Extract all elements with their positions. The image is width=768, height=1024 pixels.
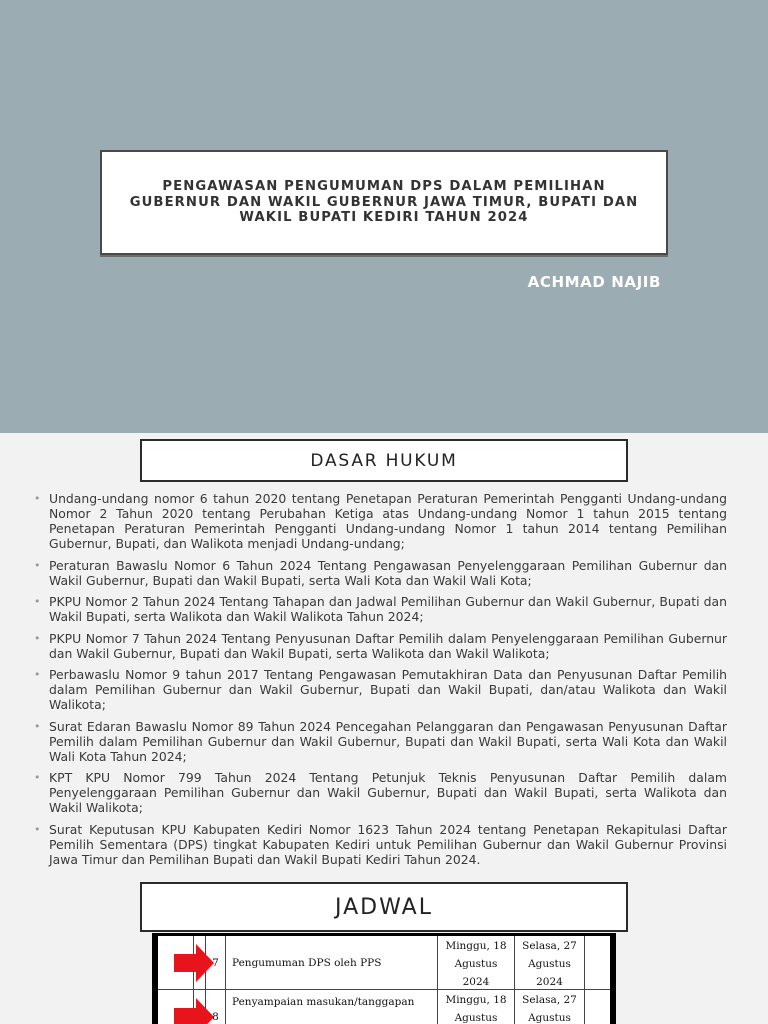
list-item	[34, 491, 727, 551]
bullet-icon: •	[34, 822, 41, 836]
slide-heading: JADWAL	[335, 894, 433, 920]
end-date-line: Selasa, 27	[522, 994, 577, 1006]
heading-box	[140, 439, 628, 482]
start-date-line: Agustus	[454, 1012, 498, 1024]
slide-heading: DASAR HUKUM	[310, 450, 458, 471]
schedule-table	[152, 933, 616, 1024]
list-item	[34, 594, 727, 624]
bullet-icon: •	[34, 668, 41, 681]
row-number: 8	[206, 990, 226, 1024]
bullet-icon: •	[34, 771, 41, 784]
bullet-icon: •	[34, 631, 41, 645]
list-item-text: PKPU Nomor 7 Tahun 2024 Tentang Penyusunan Daftar Pemilih dalam Penyelenggaraan Pemilihan Gubernur dan Wakil Gubernur, Bupati dan Wakil Bupati, serta Walikota dan Wakil Walikota;	[49, 630, 727, 661]
end-date-cell	[515, 990, 585, 1024]
end-date-line: Selasa, 27	[522, 940, 577, 952]
title-slide	[0, 0, 768, 433]
list-item	[34, 667, 727, 712]
list-item-text: KPT KPU Nomor 799 Tahun 2024 Tentang Petunjuk Teknis Penyusunan Daftar Pemilih dalam Penyelenggaraan Pemilihan Gubernur dan Wakil Gubernur, Bupati dan Wakil Bupati, serta Walikota dan Wakil Walikota;	[49, 770, 727, 815]
list-item-text: Perbawaslu Nomor 9 tahun 2017 Tentang Pengawasan Pemutakhiran Data dan Penyusunan Daftar Pemilih dalam Pemilihan Gubernur dan Wakil Gubernur, Bupati dan Wakil Bupati, dan/atau Walikota dan Wakil Walikota;	[49, 667, 727, 712]
arrow-cell	[158, 936, 206, 990]
activity-cell: Penyampaian masukan/tanggapan	[226, 990, 438, 1024]
table-row	[158, 936, 610, 990]
row-number: 7	[206, 936, 226, 990]
legal-basis-list	[34, 491, 727, 871]
presentation-title: PENGAWASAN PENGUMUMAN DPS DALAM PEMILIHAN GUBERNUR DAN WAKIL GUBERNUR JAWA TIMUR, BUPATI DAN WAKIL BUPATI KEDIRI TAHUN 2024	[129, 179, 639, 226]
list-item-text: Peraturan Bawaslu Nomor 6 Tahun 2024 Tentang Pengawasan Penyelenggaraan Pemilihan Gubernur dan Wakil Gubernur, Bupati dan Wakil Bupati, serta Wali Kota dan Wakil Wali Kota;	[49, 557, 727, 588]
activity-cell: Pengumuman DPS oleh PPS	[226, 936, 438, 990]
start-date-line: 2024	[462, 976, 490, 988]
list-item-text: Surat Edaran Bawaslu Nomor 89 Tahun 2024 Pencegahan Pelanggaran dan Pengawasan Penyusunan Daftar Pemilih dalam Pemilihan Gubernur dan Wakil Gubernur, Bupati dan Wakil Bupati, serta Wali Kota dan Wakil Wali Kota Tahun 2024;	[49, 718, 727, 764]
end-date-line: Agustus	[528, 1012, 571, 1024]
end-date-line: 2024	[536, 976, 563, 988]
list-item-text: Surat Keputusan KPU Kabupaten Kediri Nomor 1623 Tahun 2024 tentang Penetapan Rekapitulasi Daftar Pemilih Sementara (DPS) tingkat Kabupaten Kediri untuk Pemilihan Gubernur dan Wakil Gubernur Provinsi Jawa Timur dan Pemilihan Bupati dan Wakil Bupati Kediri Tahun 2024.	[49, 821, 727, 867]
start-date-line: Minggu, 18	[445, 940, 507, 952]
list-item	[34, 822, 727, 867]
bullet-icon: •	[34, 558, 41, 572]
list-item	[34, 558, 727, 588]
heading-box	[140, 882, 628, 932]
legal-basis-slide	[0, 433, 768, 871]
schedule-slide	[0, 871, 768, 1024]
list-item	[34, 770, 727, 815]
start-date-line: Agustus	[454, 958, 498, 970]
bullet-icon: •	[34, 492, 41, 505]
table-row	[158, 990, 610, 1024]
end-date-line: Agustus	[528, 958, 571, 970]
list-item-text: Undang-undang nomor 6 tahun 2020 tentang Penetapan Peraturan Pemerintah Pengganti Undang-undang Nomor 2 Tahun 2020 tentang Perubahan Ketiga atas Undang-undang Nomor 1 tahun 2015 tentang Penetapan Peraturan Pemerintah Pengganti Undang-undang Nomor 1 tahun 2014 tentang Pemilihan Gubernur, Bupati, dan Walikota menjadi Undang-undang;	[49, 491, 727, 551]
bullet-icon: •	[34, 595, 41, 608]
list-item	[34, 719, 727, 764]
start-date-line: Minggu, 18	[445, 994, 507, 1006]
author-name: ACHMAD NAJIB	[527, 273, 661, 291]
list-item	[34, 631, 727, 661]
title-box	[100, 150, 668, 255]
arrow-cell	[158, 990, 206, 1024]
start-date-cell	[438, 936, 515, 990]
end-date-cell	[515, 936, 585, 990]
start-date-cell	[438, 990, 515, 1024]
list-item-text: PKPU Nomor 2 Tahun 2024 Tentang Tahapan dan Jadwal Pemilihan Gubernur dan Wakil Gubernur, Bupati dan Wakil Bupati, serta Walikota dan Wakil Walikota Tahun 2024;	[49, 594, 727, 624]
bullet-icon: •	[34, 719, 41, 733]
